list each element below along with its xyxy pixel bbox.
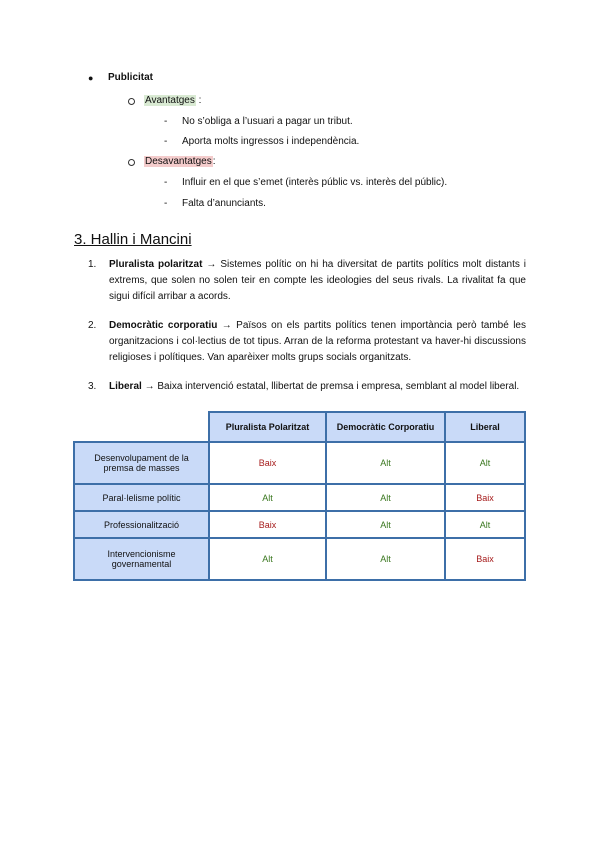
row-header: Professionalització <box>74 511 209 538</box>
list-text: Països on els partits polítics tenen importància però també les organitzacions i col·lectius de tot tipus. Arran de la reforma protestant va haver-hi discussions religioses i polítiques. Van aparèixer molts grups socials organitzats. <box>109 320 526 363</box>
table-cell: Alt <box>326 484 445 511</box>
avantatges-suffix: : <box>195 95 202 106</box>
dash-bullet-icon: - <box>164 116 168 127</box>
section-heading: 3. Hallin i Mancini <box>74 231 192 248</box>
table-cell: Baix <box>209 511 326 538</box>
list-term: Democràtic corporatiu <box>109 320 218 331</box>
desavantatges-label: Desavantatges <box>145 156 212 167</box>
comparison-table <box>73 411 526 581</box>
avantatge-text: Aporta molts ingressos i independència. <box>182 136 360 147</box>
list-item <box>88 257 526 305</box>
table-cell: Alt <box>326 511 445 538</box>
table-cell: Alt <box>445 511 525 538</box>
list-item <box>88 379 526 395</box>
table-cell: Alt <box>209 484 326 511</box>
table-cell: Baix <box>445 484 525 511</box>
row-header: Paral·lelisme polític <box>74 484 209 511</box>
list-number: 1. <box>88 259 97 270</box>
list-item <box>88 318 526 366</box>
dash-bullet-icon: - <box>164 177 168 188</box>
publicitat-title: Publicitat <box>108 72 154 83</box>
bullet-dot-icon: ● <box>88 73 94 83</box>
table-cell: Alt <box>326 538 445 580</box>
table-row <box>74 442 525 484</box>
column-header: Pluralista Polaritzat <box>209 412 326 442</box>
avantatges-label: Avantatges <box>145 95 195 106</box>
desavantatge-text: Influir en el que s’emet (interès públic vs. interès del públic). <box>182 177 448 188</box>
circle-bullet-icon <box>128 159 135 166</box>
arrow-icon: → <box>141 381 158 392</box>
table-cell: Alt <box>209 538 326 580</box>
list-term: Liberal <box>109 381 142 392</box>
column-header: Democràtic Corporatiu <box>326 412 445 442</box>
list-text: Sistemes polític on hi ha diversitat de partits polítics molt distants i extrems, que solen no solen teir en compte les ideologies del seus rivals. La rivalitat fa que sigui difícil arribar a acords. <box>109 259 527 302</box>
arrow-icon: → <box>217 320 237 331</box>
table-row <box>74 538 525 580</box>
avantatge-text: No s’obliga a l’usuari a pagar un tribut. <box>182 116 353 127</box>
table-row <box>74 511 525 538</box>
table-cell: Baix <box>445 538 525 580</box>
list-term: Pluralista polaritzat <box>109 259 203 270</box>
table-header-row <box>74 412 525 442</box>
table-cell: Alt <box>445 442 525 484</box>
table-cell: Baix <box>209 442 326 484</box>
table-cell: Alt <box>326 442 445 484</box>
table-row <box>74 484 525 511</box>
dash-bullet-icon: - <box>164 136 168 147</box>
desavantatge-text: Falta d’anunciants. <box>182 198 266 209</box>
desavantatges-suffix: : <box>212 156 216 167</box>
list-number: 2. <box>88 320 97 331</box>
table-corner <box>74 412 209 442</box>
list-number: 3. <box>88 381 97 392</box>
circle-bullet-icon <box>128 98 135 105</box>
row-header: Desenvolupament de la premsa de masses <box>74 442 209 484</box>
column-header: Liberal <box>445 412 525 442</box>
dash-bullet-icon: - <box>164 198 168 209</box>
list-text: Baixa intervenció estatal, llibertat de premsa i empresa, semblant al model liberal. <box>157 381 520 392</box>
row-header: Intervencionisme governamental <box>74 538 209 580</box>
arrow-icon: → <box>202 259 221 270</box>
